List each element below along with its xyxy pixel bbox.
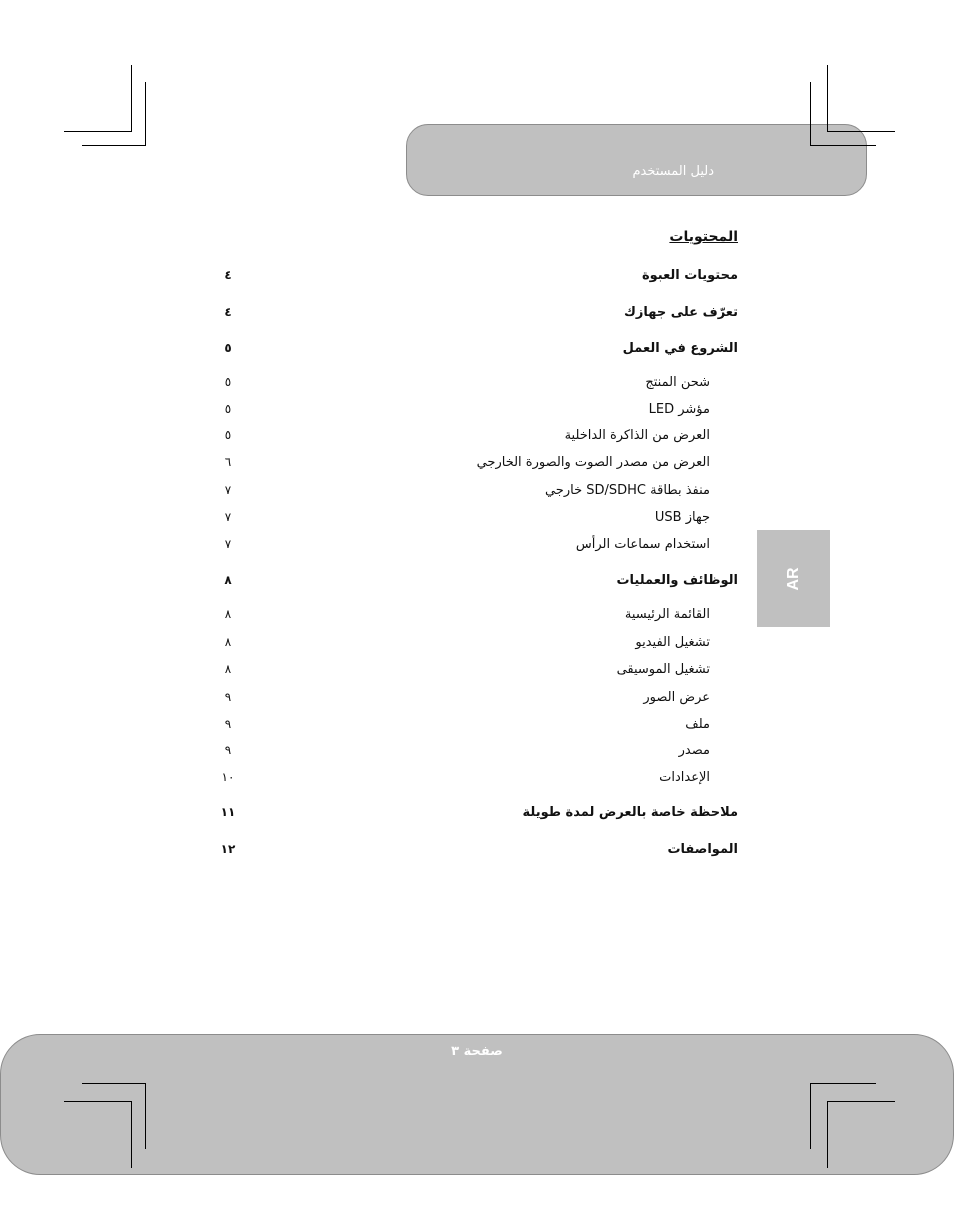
toc-entry-label: الإعدادات	[659, 770, 710, 785]
toc-entry-label: القائمة الرئيسية	[624, 607, 710, 622]
toc-entry-page: ٧	[224, 510, 232, 524]
toc-entry-page: ٧	[224, 537, 232, 551]
toc-entry-label: الشروع في العمل	[622, 341, 738, 356]
toc-entry	[200, 842, 738, 864]
toc-entry-page: ٥	[224, 402, 232, 416]
toc-entry	[200, 341, 738, 363]
toc-heading: المحتويات	[669, 229, 738, 245]
crop-mark	[131, 1101, 132, 1168]
toc-entry-page: ١١	[220, 805, 236, 819]
toc-entry-page: ٥	[224, 375, 232, 389]
toc-entry-page: ٩	[224, 690, 232, 704]
crop-mark	[64, 131, 132, 132]
toc-entry-label: تعرّف على جهازك	[623, 305, 738, 320]
header-title: دليل المستخدم	[632, 164, 714, 179]
toc-entry-page: ١٢	[220, 842, 236, 856]
toc-entry-label: مؤشر LED	[648, 402, 710, 417]
toc-entry-page: ٥	[224, 341, 232, 355]
toc-entry	[200, 375, 738, 397]
crop-mark	[810, 1083, 876, 1084]
toc-entry-label: جهاز USB	[654, 510, 710, 525]
toc-entry-page: ٧	[224, 483, 232, 497]
crop-mark	[827, 65, 828, 132]
toc-entry	[200, 483, 738, 505]
toc-entry	[200, 635, 738, 657]
crop-mark	[145, 1083, 146, 1149]
crop-mark	[810, 145, 876, 146]
toc-entry-label: استخدام سماعات الرأس	[575, 537, 710, 552]
toc-entry	[200, 805, 738, 827]
crop-mark	[64, 1101, 132, 1102]
toc-entry-label: ملف	[685, 717, 710, 732]
toc-entry-page: ٨	[224, 662, 232, 676]
toc-entry	[200, 717, 738, 739]
toc-entry	[200, 770, 738, 792]
toc-entry-label: مصدر	[678, 743, 710, 758]
toc-entry	[200, 690, 738, 712]
toc-entry	[200, 510, 738, 532]
toc-entry-label: المواصفات	[667, 842, 738, 857]
toc-entry	[200, 743, 738, 765]
crop-mark	[145, 82, 146, 146]
toc-entry	[200, 305, 738, 327]
toc-entry-page: ٦	[224, 455, 232, 469]
toc-entry-page: ١٠	[221, 770, 235, 784]
toc-entry-page: ٥	[224, 428, 232, 442]
crop-mark	[827, 1101, 895, 1102]
toc-entry-page: ٨	[224, 607, 232, 621]
toc-entry-label: شحن المنتج	[645, 375, 710, 390]
language-tab	[757, 530, 830, 627]
toc-entry	[200, 428, 738, 450]
toc-entry-page: ٨	[224, 635, 232, 649]
toc-entry-label: تشغيل الموسيقى	[616, 662, 710, 677]
toc-entry-label: الوظائف والعمليات	[616, 573, 738, 588]
toc-entry-page: ٨	[224, 573, 232, 587]
toc-entry-label: عرض الصور	[643, 690, 710, 705]
toc-entry-page: ٤	[224, 268, 232, 282]
crop-mark	[827, 131, 895, 132]
toc-entry-label: ملاحظة خاصة بالعرض لمدة طويلة	[522, 805, 738, 820]
toc-entry-page: ٩	[224, 743, 232, 757]
toc-entry	[200, 662, 738, 684]
toc-entry-page: ٤	[224, 305, 232, 319]
toc-entry	[200, 268, 738, 290]
crop-mark	[82, 145, 146, 146]
toc-entry	[200, 607, 738, 629]
page-number: صفحة ٣	[451, 1044, 503, 1059]
crop-mark	[82, 1083, 146, 1084]
language-tab-label: AR	[784, 566, 802, 591]
crop-mark	[827, 1101, 828, 1168]
crop-mark	[810, 82, 811, 146]
crop-mark	[810, 1083, 811, 1149]
toc-entry	[200, 537, 738, 559]
toc-entry-label: العرض من مصدر الصوت والصورة الخارجي	[476, 455, 710, 470]
toc-entry	[200, 573, 738, 595]
crop-mark	[131, 65, 132, 132]
toc-entry-page: ٩	[224, 717, 232, 731]
toc-entry-label: تشغيل الفيديو	[635, 635, 710, 650]
toc-entry	[200, 455, 738, 477]
header-band	[406, 124, 867, 196]
toc-entry	[200, 402, 738, 424]
toc-entry-label: العرض من الذاكرة الداخلية	[564, 428, 710, 443]
toc-entry-label: منفذ بطاقة SD/SDHC خارجي	[544, 483, 710, 498]
toc-entry-label: محتويات العبوة	[641, 268, 738, 283]
